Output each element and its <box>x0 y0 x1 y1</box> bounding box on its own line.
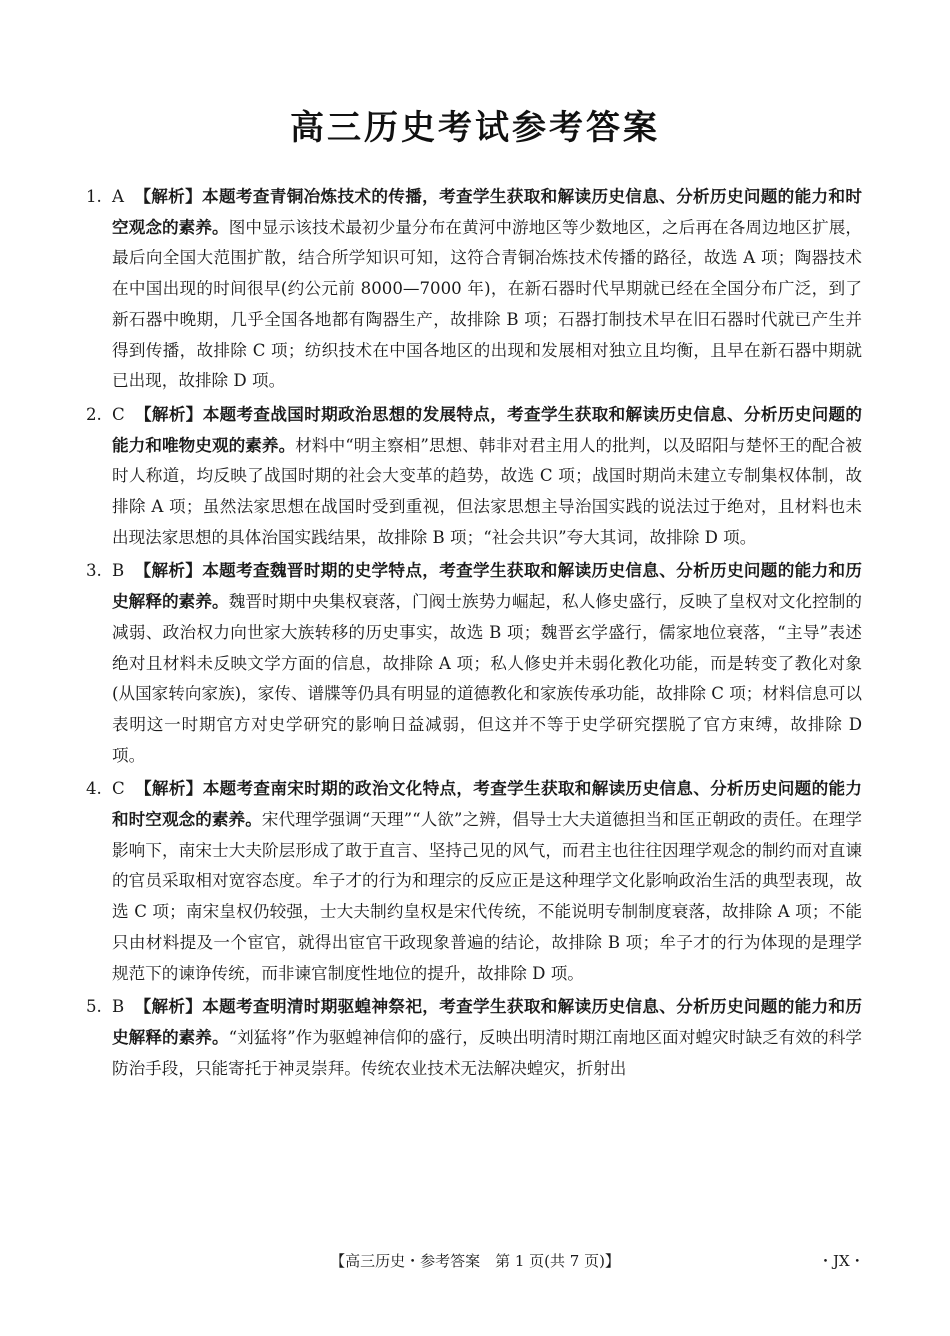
item-number: 5. <box>86 997 102 1017</box>
item-number: 1. <box>86 187 102 206</box>
item-tag: 【解析】 <box>134 404 203 424</box>
item-lead: 本题考查魏晋时期的史学特点，考查学生获取和解读历史信息、分析历史问题的能力和历史解释的素养。 <box>112 561 863 612</box>
item-tag: 【解析】 <box>134 997 203 1017</box>
item-body: “刘猛将”作为驱蝗神信仰的盛行，反映出明清时期江南地区面对蝗灾时缺乏有效的科学防治手段，只能寄托于神灵崇拜。传统农业技术无法解决蝗灾，折射出 <box>112 1027 862 1078</box>
item-lead: 本题考查明清时期驱蝗神祭祀，考查学生获取和解读历史信息、分析历史问题的能力和历史解释的素养。 <box>112 997 863 1047</box>
item-answer: A <box>112 187 124 206</box>
answer-item-1 <box>86 182 862 397</box>
item-lead: 本题考查南宋时期的政治文化特点，考查学生获取和解读历史信息、分析历史问题的能力和时空观念的素养。 <box>112 779 863 830</box>
item-number: 3. <box>86 561 102 581</box>
answer-item-2 <box>86 400 862 554</box>
answer-item-4 <box>86 774 862 989</box>
item-tag: 【解析】 <box>133 187 203 206</box>
item-answer: B <box>112 997 125 1017</box>
item-body: 宋代理学强调“天理”“人欲”之辨，倡导士大夫道德担当和匡正朝政的责任。在理学影响下，南宋士大夫阶层形成了敢于直言、坚持己见的风气，而君主也往往因理学观念的制约而对直谏的官员采取相对宽容态度。牟子才的行为和理宗的反应正是这种理学文化影响政治生活的典型表现，故选 C 项；南宋皇权仍较强，士大夫制约皇权是宋代传统，不能说明专制制度衰落，故排除 A 项；不能只由材料提及一个宦官，就得出宦官干政现象普遍的结论，故排除 B 项；牟子才的行为体现的是理学规范下的谏诤传统，而非谏官制度性地位的提升，故排除 D 项。 <box>112 810 863 983</box>
answer-list <box>86 182 862 1087</box>
item-tag: 【解析】 <box>134 779 203 799</box>
answer-item-5 <box>86 992 862 1084</box>
item-answer: C <box>112 779 125 799</box>
item-tag: 【解析】 <box>134 561 203 581</box>
item-number: 4. <box>86 779 102 799</box>
item-lead: 本题考查青铜冶炼技术的传播，考查学生获取和解读历史信息、分析历史问题的能力和时空观念的素养。 <box>112 187 863 237</box>
page-footer: 【高三历史・参考答案 第 1 页(共 7 页)】 <box>330 1252 620 1270</box>
item-body: 材料中“明主察相”思想、韩非对君主用人的批判，以及昭阳与楚怀王的配合被时人称道，均反映了战国时期的社会大变革的趋势，故选 C 项；战国时期尚未建立专制集权体制，故排除 A 项；虽然法家思想在战国时受到重视，但法家思想主导治国实践的说法过于绝对，且材料也未出现法家思想的具体治国实践结果，故排除 B 项；“社会共识”夸大其词，故排除 D 项。 <box>112 435 863 547</box>
footer-mark: ・JX・ <box>818 1252 865 1270</box>
answer-item-3 <box>86 556 862 771</box>
item-lead: 本题考查战国时期政治思想的发展特点，考查学生获取和解读历史信息、分析历史问题的能力和唯物史观的素养。 <box>112 404 863 455</box>
item-body: 魏晋时期中央集权衰落，门阀士族势力崛起，私人修史盛行，反映了皇权对文化控制的减弱、政治权力向世家大族转移的历史事实，故选 B 项；魏晋玄学盛行，儒家地位衰落，“主导”表述绝对且材料未反映文学方面的信息，故排除 A 项；私人修史并未弱化教化功能，而是转变了教化对象(从国家转向家族)，家传、谱牒等仍具有明显的道德教化和家族传承功能，故排除 C 项；材料信息可以表明这一时期官方对史学研究的影响日益减弱，但这并不等于史学研究摆脱了官方束缚，故排除 D 项。 <box>112 592 863 765</box>
page-title: 高三历史考试参考答案 <box>290 108 660 148</box>
item-answer: C <box>112 404 125 424</box>
item-answer: B <box>112 561 125 581</box>
item-body: 图中显示该技术最初少量分布在黄河中游地区等少数地区，之后再在各周边地区扩展，最后向全国大范围扩散，结合所学知识可知，这符合青铜冶炼技术传播的路径，故选 A 项；陶器技术在中国出现的时间很早(约公元前 8000—7000 年)，在新石器时代早期就已经在全国分布广泛，到了新石器中晚期，几乎全国各地都有陶器生产，故排除 B 项；石器打制技术早在旧石器时代就已产生并得到传播，故排除 C 项；纺织技术在中国各地区的出现和发展相对独立且均衡，且早在新石器中期就已出现，故排除 D 项。 <box>112 217 863 391</box>
item-number: 2. <box>86 404 102 424</box>
